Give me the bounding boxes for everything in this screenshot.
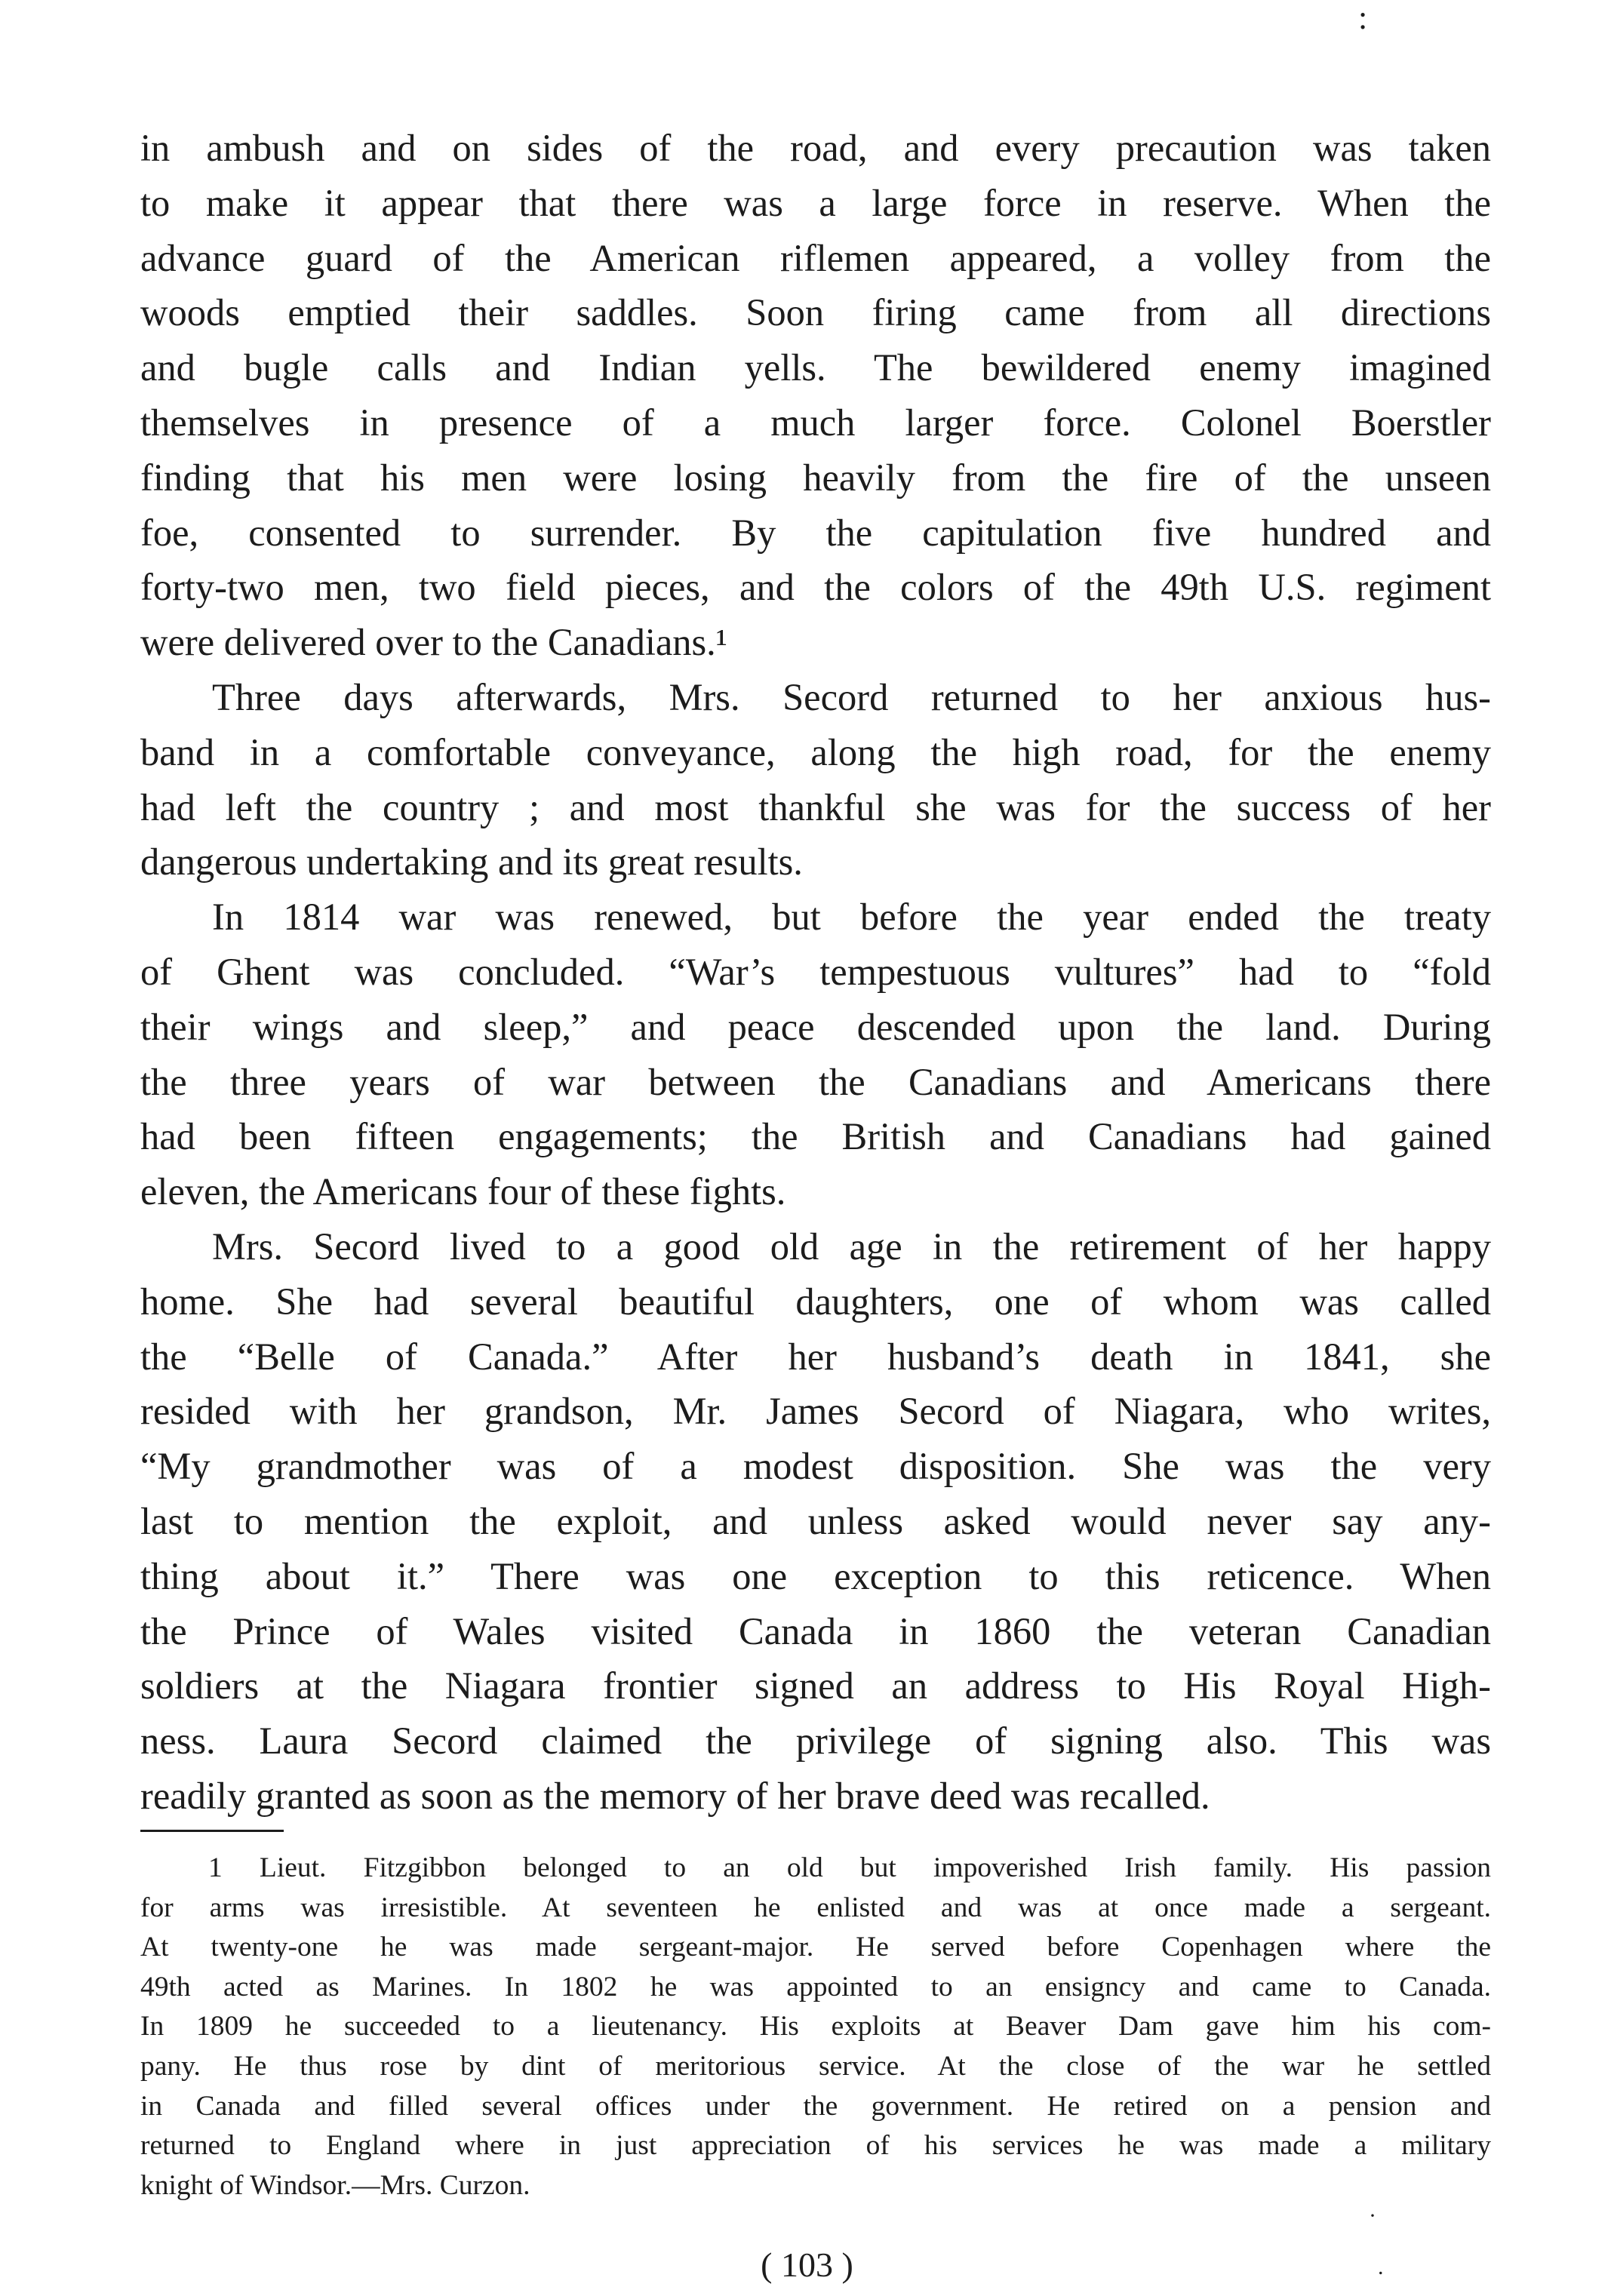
footnote-line: 1 Lieut. Fitzgibbon belonged to an old but impoverished Irish family. His passion [208,1852,1491,1883]
text-line: their wings and sleep,” and peace descended upon the land. During [140,1005,1491,1048]
text-line: the “Belle of Canada.” After her husband’s death in 1841, she [140,1335,1491,1378]
text-line: of Ghent was concluded. “War’s tempestuous vultures” had to “fold [140,950,1491,993]
paragraph-4 [140,1219,1491,1824]
text-line: had been fifteen engagements; the British and Canadians had gained [140,1115,1491,1158]
text-line: home. She had several beautiful daughters, one of whom was called [140,1280,1491,1323]
text-line: foe, consented to surrender. By the capitulation five hundred and [140,511,1491,554]
text-line: dangerous undertaking and its great results. [140,841,803,884]
footnote-line: In 1809 he succeeded to a lieutenancy. His exploits at Beaver Dam gave him his com- [140,2011,1491,2042]
paragraph-2 [140,670,1491,890]
text-line: Three days afterwards, Mrs. Secord returned to her anxious hus- [212,675,1491,718]
text-line: ness. Laura Secord claimed the privilege of signing also. This was [140,1720,1491,1763]
stray-mark-top: : [1358,0,1368,36]
paragraph-3 [140,890,1491,1219]
text-line: Mrs. Secord lived to a good old age in the retirement of her happy [212,1225,1491,1268]
page-number: ( 103 ) [761,2245,853,2284]
text-line: finding that his men were losing heavily from the fire of the unseen [140,456,1491,499]
footnote-line: for arms was irresistible. At seventeen he enlisted and was at once made a sergeant. [140,1892,1491,1923]
text-line: readily granted as soon as the memory of her brave deed was recalled. [140,1774,1210,1817]
text-line: last to mention the exploit, and unless asked would never say any- [140,1499,1491,1542]
text-line: in ambush and on sides of the road, and every precaution was taken [140,127,1491,169]
footnote-rule [140,1830,284,1832]
text-line: “My grandmother was of a modest disposition. She was the very [140,1445,1491,1488]
text-line: the three years of war between the Canadians and Americans there [140,1060,1491,1103]
text-line: soldiers at the Niagara frontier signed an address to His Royal High- [140,1664,1491,1707]
text-line: advance guard of the American riflemen appeared, a volley from the [140,236,1491,279]
text-line: resided with her grandson, Mr. James Secord of Niagara, who writes, [140,1390,1491,1433]
text-line: were delivered over to the Canadians.¹ [140,621,727,664]
text-line: to make it appear that there was a large force in reserve. When the [140,181,1491,224]
stray-mark-bottom: · [1369,2203,1376,2228]
body-text [140,121,1491,1824]
text-line: forty-two men, two field pieces, and the colors of the 49th U.S. regiment [140,566,1491,609]
footnote-line: in Canada and filled several offices under the government. He retired on a pension and [140,2090,1491,2122]
footnote-line: knight of Windsor.—Mrs. Curzon. [140,2169,530,2201]
text-line: and bugle calls and Indian yells. The bewildered enemy imagined [140,346,1491,389]
stray-mark-bottom-2: . [1378,2255,1384,2279]
footnote-line: At twenty-one he was made sergeant-major. He served before Copenhagen where the [140,1932,1491,1963]
footnote-line: returned to England where in just appreciation of his services he was made a military [140,2130,1491,2162]
footnote-line: pany. He thus rose by dint of meritorious service. At the close of the war he settled [140,2050,1491,2082]
text-line: had left the country ; and most thankful she was for the success of her [140,785,1491,828]
footnote-line: 49th acted as Marines. In 1802 he was appointed to an ensigncy and came to Canada. [140,1971,1491,2002]
text-line: In 1814 war was renewed, but before the year ended the treaty [212,896,1491,939]
text-line: band in a comfortable conveyance, along the high road, for the enemy [140,730,1491,773]
text-line: the Prince of Wales visited Canada in 1860 the veteran Canadian [140,1609,1491,1652]
footnote [140,1849,1491,2205]
text-line: eleven, the Americans four of these fights. [140,1170,786,1213]
text-line: woods emptied their saddles. Soon firing came from all directions [140,291,1491,334]
text-line: thing about it.” There was one exception to this reticence. When [140,1554,1491,1597]
text-line: themselves in presence of a much larger force. Colonel Boerstler [140,401,1491,444]
paragraph-1 [140,121,1491,670]
